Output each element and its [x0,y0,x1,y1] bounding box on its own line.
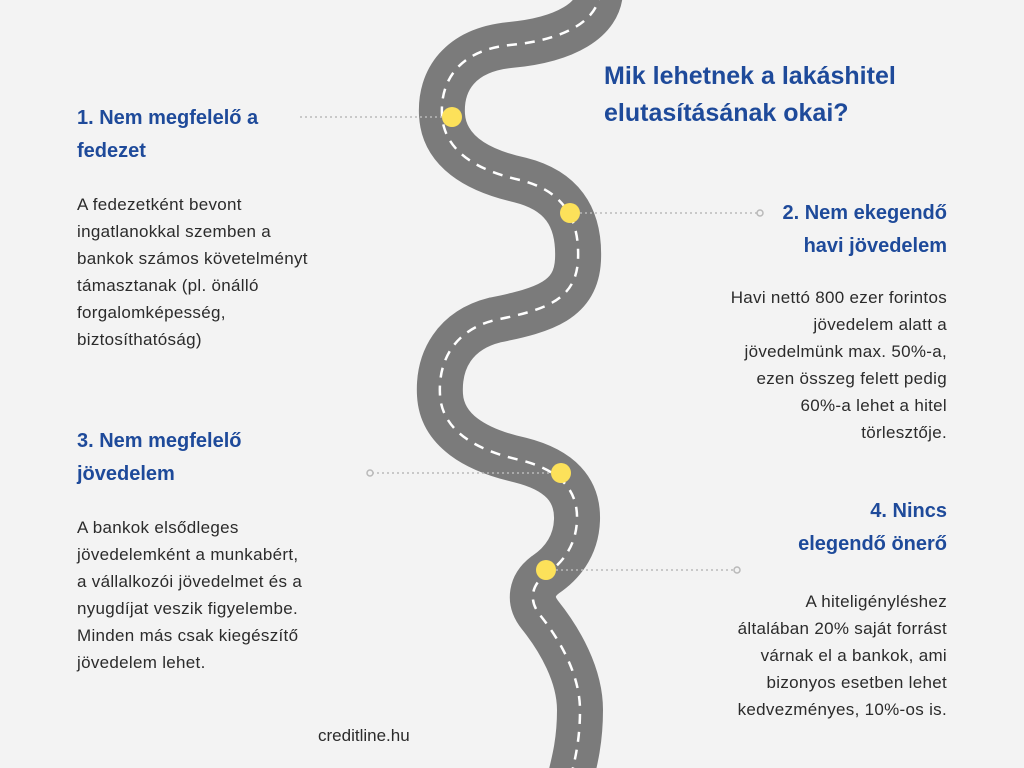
reason-1-heading: 1. Nem megfelelő a fedezet [77,107,259,162]
reason-3-heading: 3. Nem megfelelő jövedelem [77,430,242,485]
road-marker-2 [560,203,580,223]
connector-end-dot-4 [734,567,740,573]
road-marker-4 [536,560,556,580]
reason-4-text: A hiteligényléshez általában 20% saját forrást várnak el a bankok, ami bizonyos esetben lehet kedvezményes, 10%-os is. [737,592,947,719]
reason-3-text: A bankok elsődleges jövedelemként a munkabért, a vállalkozói jövedelmet és a nyugdíjat veszik figyelembe. Minden más csak kiegészítő jövedelem lehet. [77,518,303,672]
connector-end-dot-2 [757,210,763,216]
road-marker-3 [551,463,571,483]
road-surface [440,0,600,768]
connector-end-dot-3 [367,470,373,476]
reason-2-heading: 2. Nem ekegendő havi jövedelem [782,202,947,257]
road-marker-1 [442,107,462,127]
reason-2-text: Havi nettó 800 ezer forintos jövedelem alatt a jövedelmünk max. 50%-a, ezen összeg felett pedig 60%-a lehet a hitel törlesztője. [730,288,947,442]
page-title: Mik lehetnek a lakáshitel elutasításának okai? [604,62,896,127]
reason-4-heading: 4. Nincs elegendő önerő [798,500,947,555]
reason-1-text: A fedezetként bevont ingatlanokkal szemben a bankok számos követelményt támasztanak (pl. önálló forgalomképesség, biztosíthatóság) [77,195,308,349]
footer-brand: creditline.hu [318,726,410,745]
